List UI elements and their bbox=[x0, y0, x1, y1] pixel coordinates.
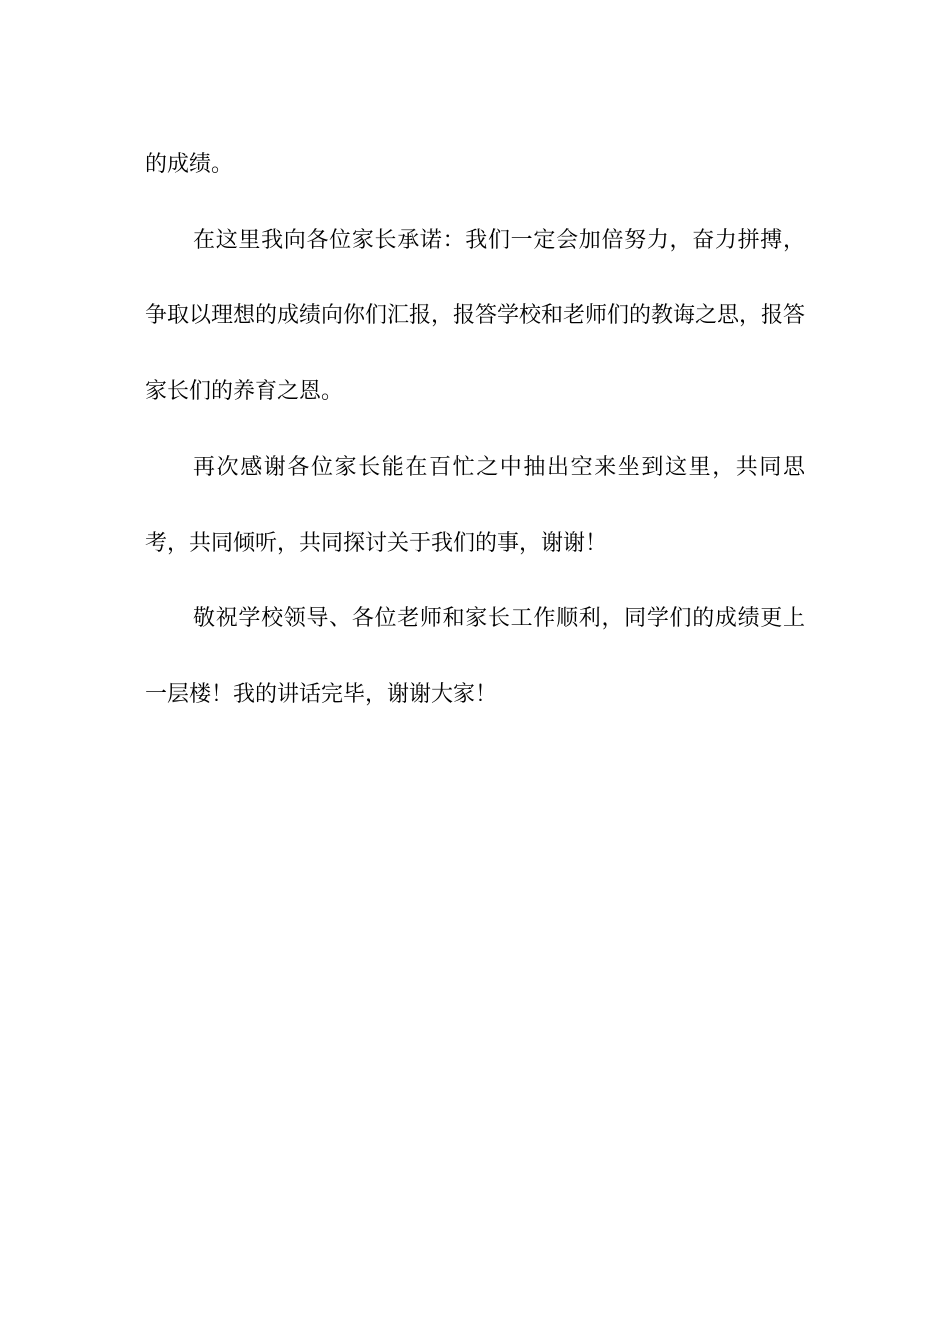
document-body bbox=[145, 127, 805, 733]
paragraph-promise: 在这里我向各位家长承诺：我们一定会加倍努力，奋力拼搏，争取以理想的成绩向你们汇报，报答学校和老师们的教诲之思，报答家长们的养育之恩。 bbox=[145, 227, 806, 405]
paragraph-continuation: 的成绩。 bbox=[145, 152, 234, 177]
paragraph-thanks: 再次感谢各位家长能在百忙之中抽出空来坐到这里，共同思考，共同倾听，共同探讨关于我们的事，谢谢！ bbox=[145, 454, 805, 556]
paragraph-closing: 敬祝学校领导、各位老师和家长工作顺利，同学们的成绩更上一层楼！我的讲话完毕，谢谢大家！ bbox=[145, 606, 805, 707]
